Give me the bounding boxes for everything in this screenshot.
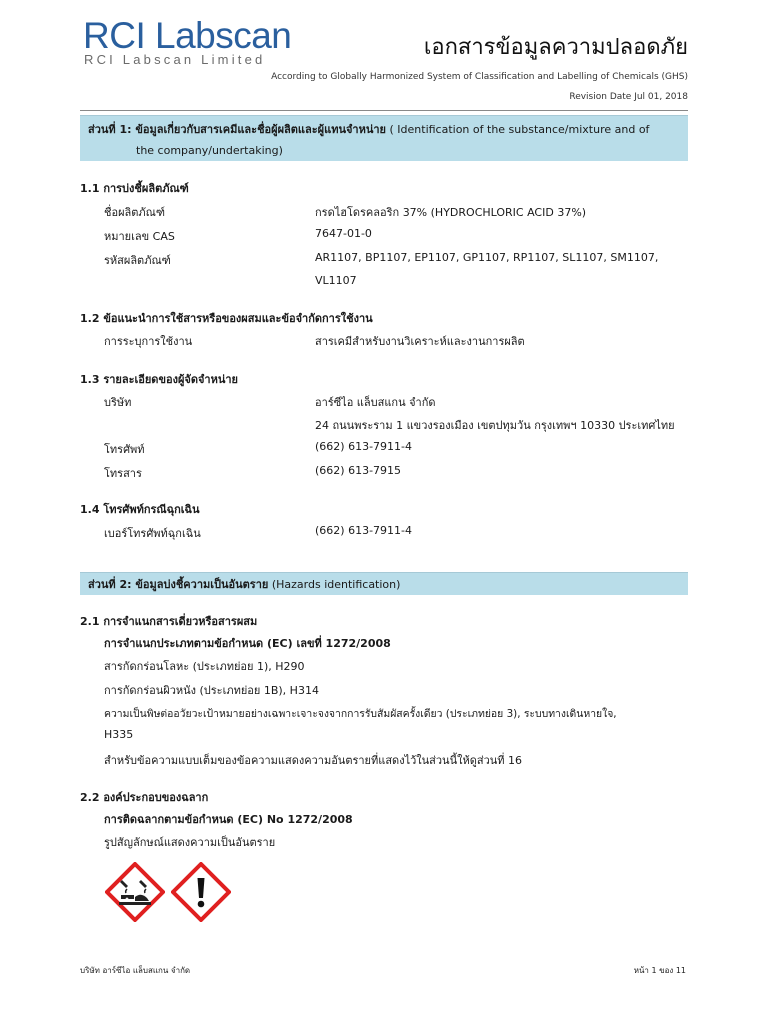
logo-wordmark: RCI Labscan <box>83 15 292 56</box>
company-value: อาร์ซีไอ แล็บสแกน จำกัด <box>315 396 436 409</box>
address-value: 24 ถนนพระราม 1 แขวงรองเมือง เขตปทุมวัน กรุงเทพฯ 10330 ประเทศไทย <box>315 419 675 432</box>
section-2-title-en: (Hazards identification) <box>268 578 401 591</box>
hazard-note: สำหรับข้อความแบบเต็มของข้อความแสดงความอันตรายที่แสดงไว้ในส่วนนี้ให้ดูส่วนที่ 16 <box>104 754 523 767</box>
section-1-title-en-cont: the company/undertaking) <box>136 144 283 157</box>
heading-1-1: 1.1 การบ่งชี้ผลิตภัณฑ์ <box>80 182 189 195</box>
footer-company: บริษัท อาร์ซีไอ แล็บสแกน จำกัด <box>80 966 191 975</box>
company-label: บริษัท <box>104 396 132 409</box>
section-2-header <box>80 572 688 595</box>
heading-1-3: 1.3 รายละเอียดของผู้จัดจำหน่าย <box>80 373 238 386</box>
ghs-note: According to Globally Harmonized System of Classification and Labelling of Chemicals (GHS) <box>271 72 688 82</box>
hazard-line: ความเป็นพิษต่ออวัยวะเป้าหมายอย่างเฉพาะเจาะจงจากการรับสัมผัสครั้งเดียว (ประเภทย่อย 3), ระบบทางเดินหายใจ, <box>104 708 617 720</box>
heading-2-2: 2.2 องค์ประกอบของฉลาก <box>80 791 209 804</box>
hazard-line: H335 <box>104 728 134 741</box>
header-divider <box>80 110 688 111</box>
heading-1-2: 1.2 ข้อแนะนำการใช้สารหรือของผสมและข้อจำกัดการใช้งาน <box>80 312 373 325</box>
product-code-value-cont: VL1107 <box>315 274 357 287</box>
heading-2-1: 2.1 การจำแนกสารเดี่ยวหรือสารผสม <box>80 615 258 628</box>
corrosion-icon <box>105 862 165 922</box>
section-1-header <box>80 115 688 161</box>
section-1-title-en: ( Identification of the substance/mixture and of <box>386 123 650 136</box>
emergency-value: (662) 613-7911-4 <box>315 524 413 537</box>
emergency-label: เบอร์โทรศัพท์ฉุกเฉิน <box>104 527 201 540</box>
document-title: เอกสารข้อมูลความปลอดภัย <box>423 35 688 60</box>
product-code-value: AR1107, BP1107, EP1107, GP1107, RP1107, SL1107, SM1107, <box>315 251 659 264</box>
hazard-line: การกัดกร่อนผิวหนัง (ประเภทย่อย 1B), H314 <box>104 684 319 697</box>
product-code-label: รหัสผลิตภัณฑ์ <box>104 254 171 267</box>
cas-label: หมายเลข CAS <box>104 230 175 243</box>
section-1-title-th: ส่วนที่ 1: ข้อมูลเกี่ยวกับสารเคมีและชื่อผู้ผลิตและผู้แทนจำหน่าย <box>88 123 386 136</box>
product-name-label: ชื่อผลิตภัณฑ์ <box>104 206 165 219</box>
labelling-subheading: การติดฉลากตามข้อกำหนด (EC) No 1272/2008 <box>104 813 353 826</box>
exclamation-mark-icon <box>171 862 231 922</box>
fax-label: โทรสาร <box>104 467 142 480</box>
phone-label: โทรศัพท์ <box>104 443 145 456</box>
cas-value: 7647-01-0 <box>315 227 372 240</box>
fax-value: (662) 613-7915 <box>315 464 402 477</box>
revision-date: Revision Date Jul 01, 2018 <box>569 92 688 102</box>
footer-page-number: หน้า 1 ของ 11 <box>633 966 686 975</box>
classification-subheading: การจำแนกประเภทตามข้อกำหนด (EC) เลขที่ 1272/2008 <box>104 637 391 650</box>
logo-tagline: RCI Labscan Limited <box>84 52 266 67</box>
product-name-value: กรดไฮโดรคลอริก 37% (HYDROCHLORIC ACID 37%) <box>315 206 587 219</box>
section-2-title-th: ส่วนที่ 2: ข้อมูลบ่งชี้ความเป็นอันตราย <box>88 578 269 591</box>
pictogram-caption: รูปสัญลักษณ์แสดงความเป็นอันตราย <box>104 836 276 849</box>
heading-1-4: 1.4 โทรศัพท์กรณีฉุกเฉิน <box>80 503 200 516</box>
phone-value: (662) 613-7911-4 <box>315 440 413 453</box>
hazard-line: สารกัดกร่อนโลหะ (ประเภทย่อย 1), H290 <box>104 660 305 673</box>
use-value: สารเคมีสำหรับงานวิเคราะห์และงานการผลิต <box>315 335 525 348</box>
use-label: การระบุการใช้งาน <box>104 335 193 348</box>
